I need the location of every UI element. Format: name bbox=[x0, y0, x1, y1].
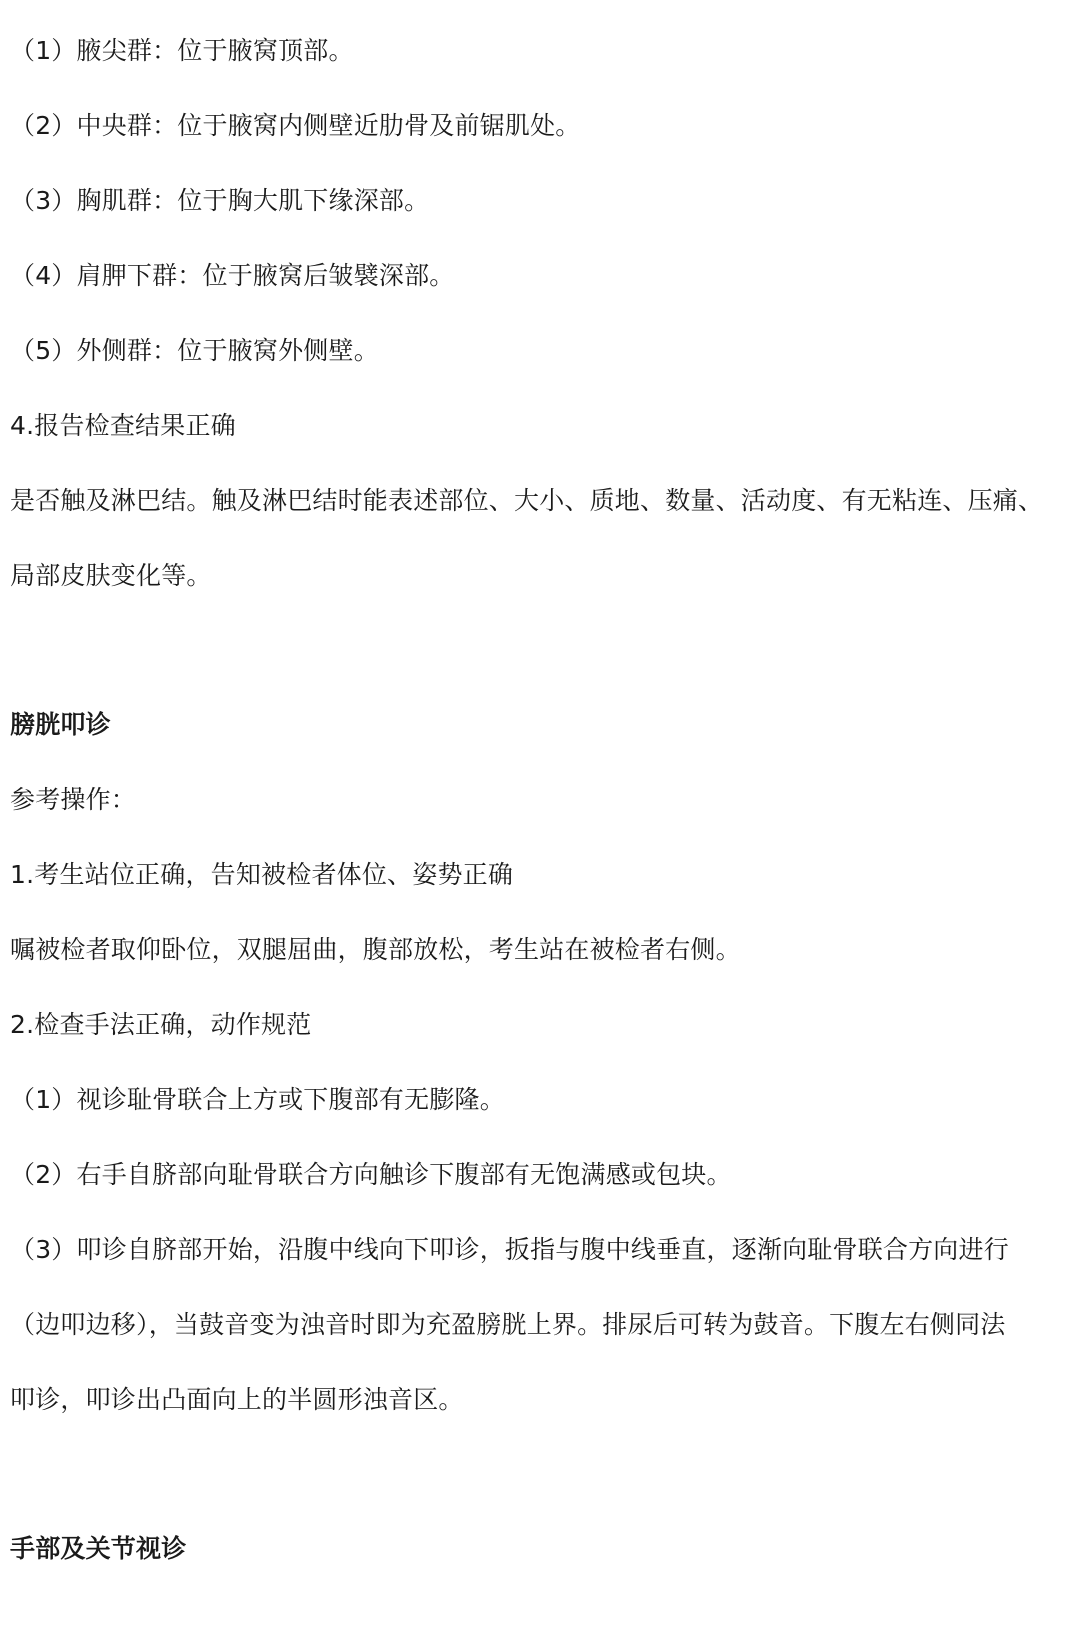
section-title-bladder-percussion: 膀胱叩诊 bbox=[10, 710, 111, 739]
axilla-group-subscapular: （4）肩胛下群：位于腋窝后皱襞深部。 bbox=[10, 261, 455, 290]
reference-operation-label: 参考操作： bbox=[10, 785, 137, 814]
bladder-substep-3-line-3: 叩诊，叩诊出凸面向上的半圆形浊音区。 bbox=[10, 1385, 464, 1414]
section-title-hand-joint-inspection: 手部及关节视诊 bbox=[10, 1534, 187, 1563]
bladder-step-1: 1.考生站位正确，告知被检者体位、姿势正确 bbox=[10, 860, 514, 889]
bladder-substep-3-line-2: （边叩边移），当鼓音变为浊音时即为充盈膀胱上界。排尿后可转为鼓音。下腹左右侧同法 bbox=[10, 1310, 1006, 1339]
bladder-step-2: 2.检查手法正确，动作规范 bbox=[10, 1010, 312, 1039]
report-text-line-2: 局部皮肤变化等。 bbox=[10, 561, 212, 590]
bladder-substep-3-line-1: （3）叩诊自脐部开始，沿腹中线向下叩诊，扳指与腹中线垂直，逐渐向耻骨联合方向进行 bbox=[10, 1235, 1009, 1264]
bladder-substep-2: （2）右手自脐部向耻骨联合方向触诊下腹部有无饱满感或包块。 bbox=[10, 1160, 732, 1189]
report-step: 4.报告检查结果正确 bbox=[10, 411, 236, 440]
bladder-step-1-description: 嘱被检者取仰卧位，双腿屈曲，腹部放松，考生站在被检者右侧。 bbox=[10, 935, 741, 964]
axilla-group-pectoral: （3）胸肌群：位于胸大肌下缘深部。 bbox=[10, 186, 430, 215]
bladder-substep-1: （1）视诊耻骨联合上方或下腹部有无膨隆。 bbox=[10, 1085, 505, 1114]
axilla-group-lateral: （5）外侧群：位于腋窝外侧壁。 bbox=[10, 336, 379, 365]
axilla-group-central: （2）中央群：位于腋窝内侧壁近肋骨及前锯肌处。 bbox=[10, 111, 581, 140]
report-text-line-1: 是否触及淋巴结。触及淋巴结时能表述部位、大小、质地、数量、活动度、有无粘连、压痛、 bbox=[10, 486, 1044, 515]
axilla-group-apical: （1）腋尖群：位于腋窝顶部。 bbox=[10, 36, 354, 65]
